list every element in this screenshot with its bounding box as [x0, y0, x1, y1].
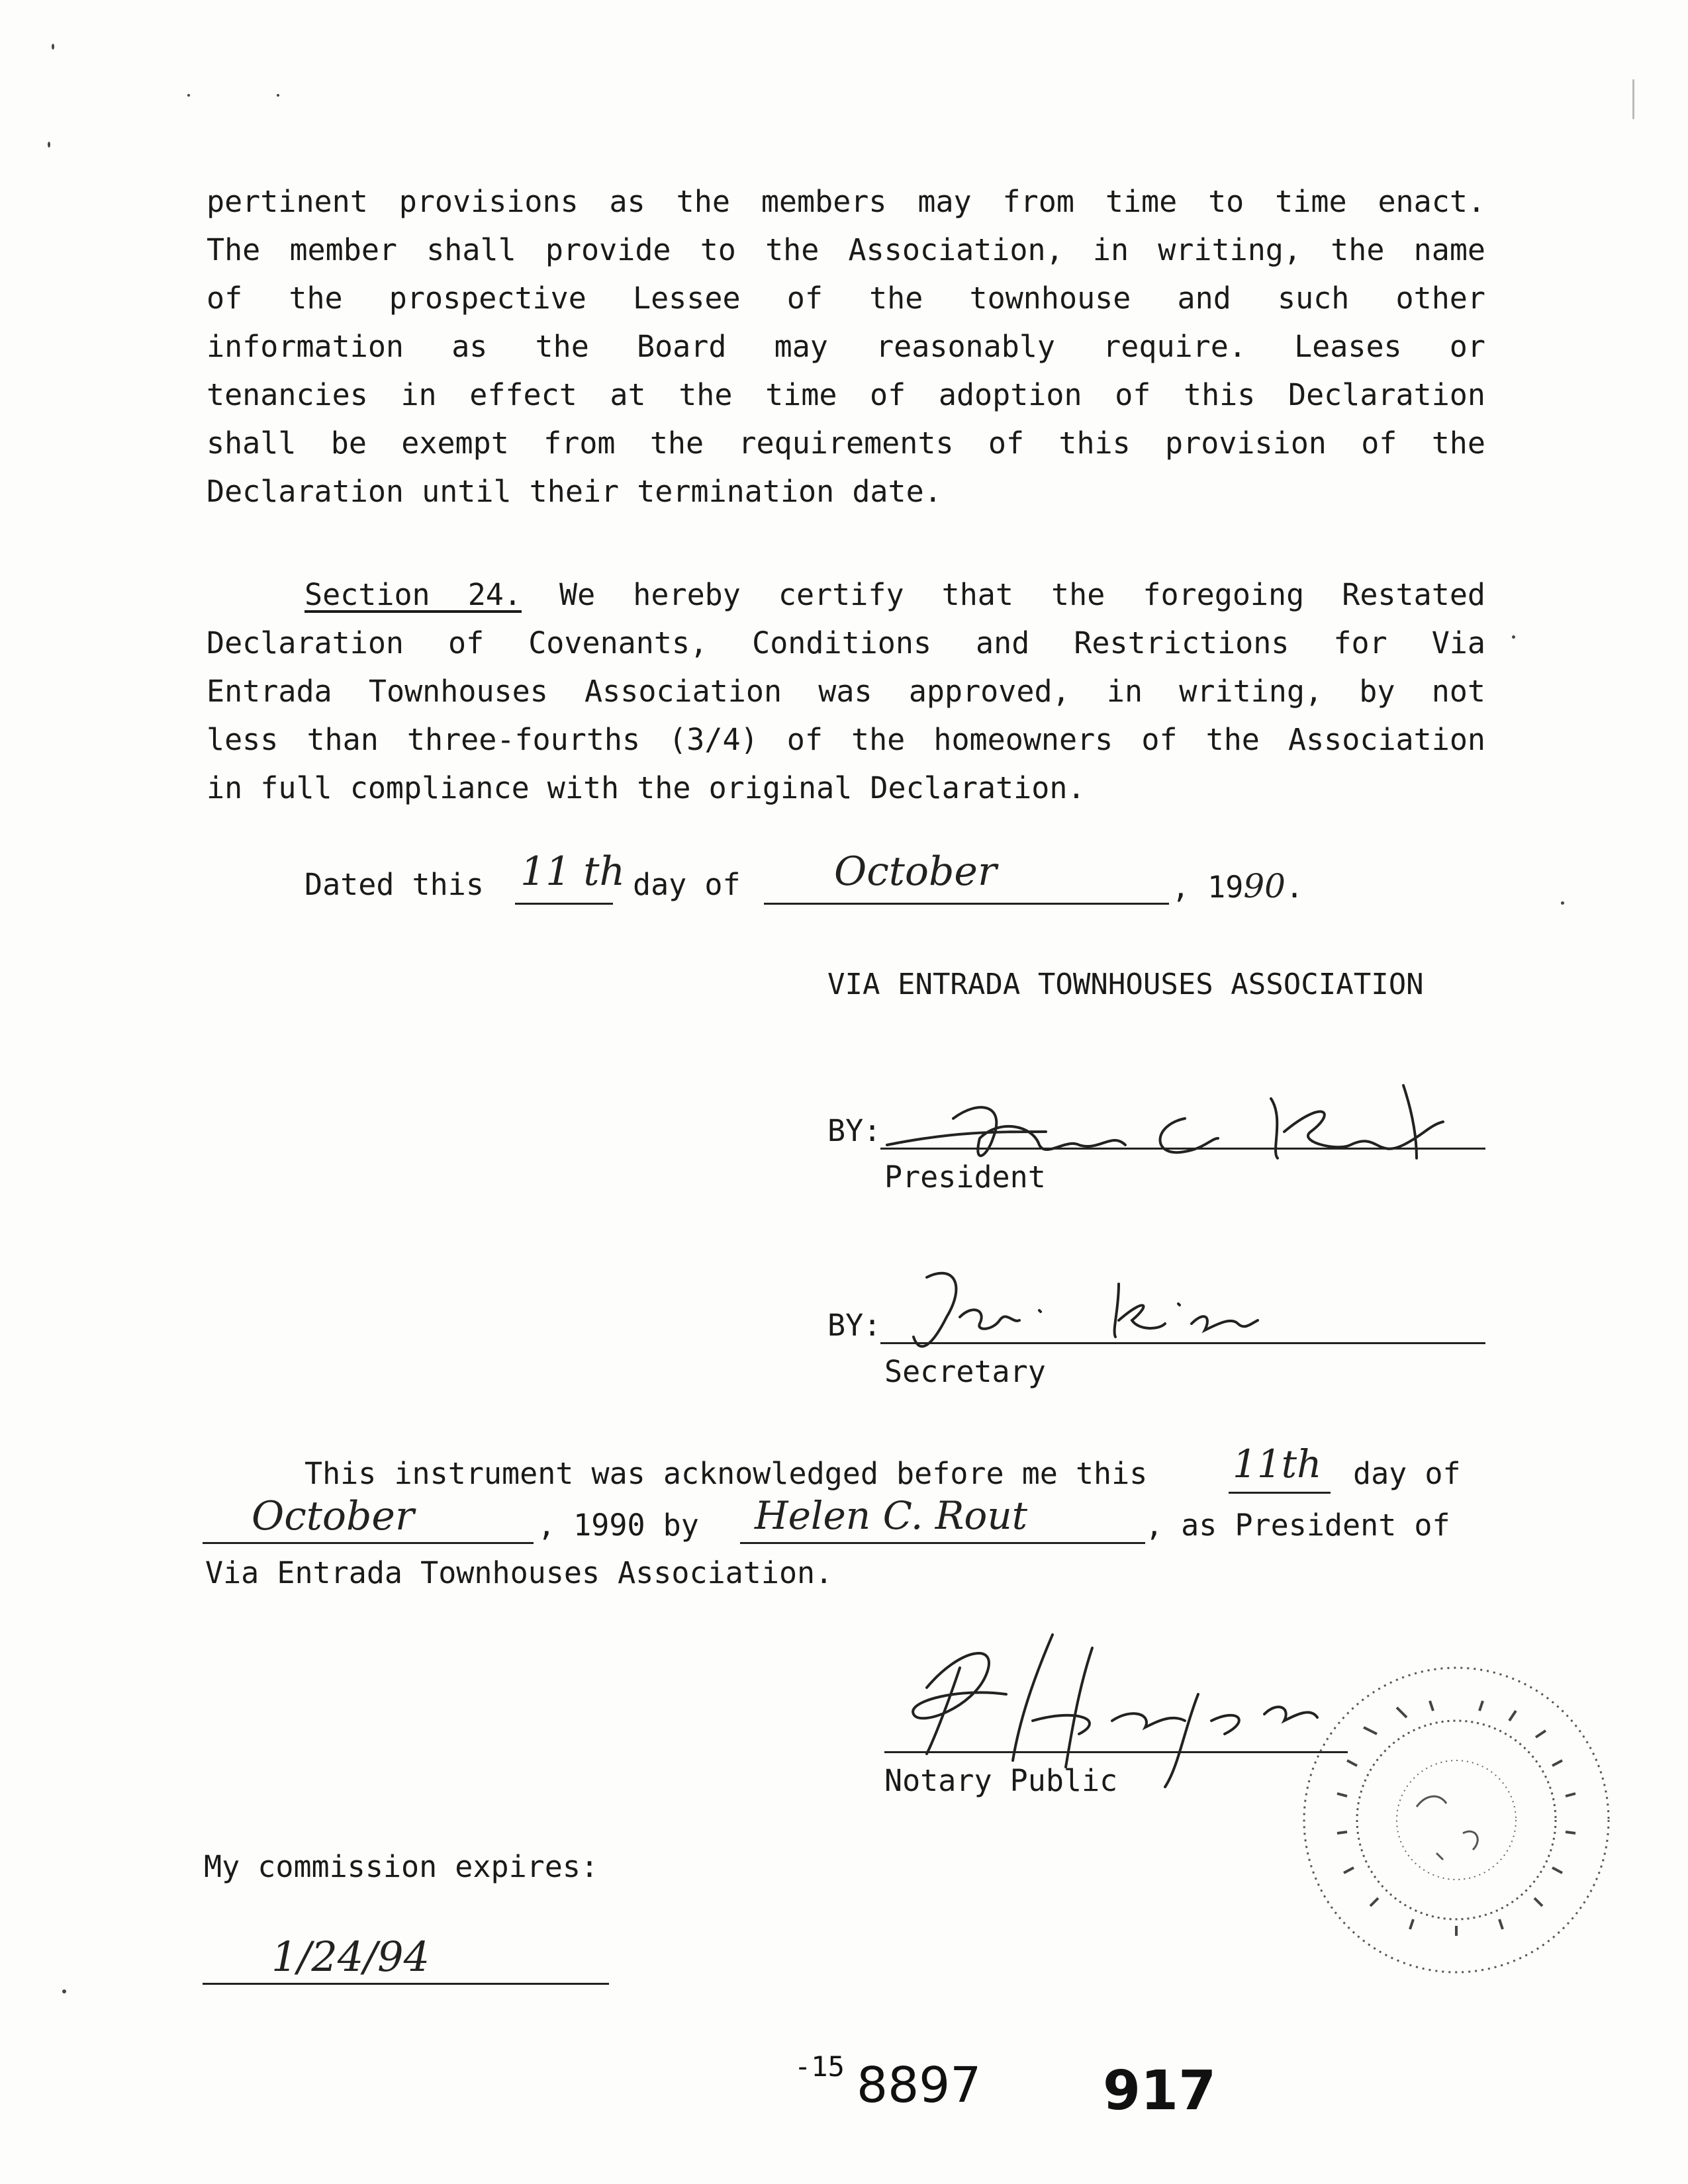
page-number: -15: [794, 2050, 845, 2083]
acknowledgment-line3: Via Entrada Townhouses Association.: [205, 1555, 833, 1590]
paragraph-line: shall be exempt from the requirements of this provision of the: [207, 426, 1485, 461]
dated-year-prefix: , 19: [1172, 870, 1244, 905]
dated-end: .: [1286, 870, 1304, 905]
dated-prefix: Dated this: [305, 867, 484, 902]
acknowledgment-line2-suffix: , as President of: [1145, 1508, 1450, 1543]
commission-label: My commission expires:: [204, 1849, 599, 1884]
recording-number: 8897: [857, 2057, 982, 2114]
paragraph-line: Declaration until their termination date.: [207, 474, 942, 509]
dated-year-handwritten: 90: [1243, 867, 1286, 905]
notary-seal-image: [1284, 1635, 1628, 2005]
scan-speck: [1561, 901, 1564, 905]
association-name: VIA ENTRADA TOWNHOUSES ASSOCIATION: [827, 968, 1424, 1001]
section-24-first-line: [207, 570, 1485, 619]
paragraph-line: Entrada Townhouses Association was approved, in writing, by not: [207, 674, 1485, 709]
paragraph-line: of the prospective Lessee of the townhouse and such other: [207, 281, 1485, 316]
scan-speck: [1512, 635, 1515, 639]
secretary-by-label: BY:: [827, 1308, 882, 1343]
scan-speck: [62, 1989, 66, 1993]
dated-day-blank: [515, 903, 613, 905]
paragraph-line: tenancies in effect at the time of adoption of this Declaration: [207, 377, 1485, 412]
scan-speck: [52, 44, 54, 50]
president-signature-text: [920, 1085, 925, 1086]
commission-date-line: [203, 1983, 609, 1985]
notary-signature-text: [927, 1694, 931, 1695]
secretary-signature-text: [927, 1297, 931, 1298]
dated-year: [1172, 867, 1303, 905]
acknowledgment-name-blank: [740, 1542, 1145, 1544]
acknowledgment-day-blank: [1229, 1492, 1331, 1494]
acknowledgment-line1-prefix: This instrument was acknowledged before me this: [305, 1456, 1148, 1491]
acknowledgment-day-handwritten: 11th: [1233, 1441, 1322, 1486]
paragraph-line: Declaration of Covenants, Conditions and Restrictions for Via: [207, 625, 1485, 660]
dated-month-handwritten: October: [834, 848, 997, 895]
paragraph-lease-provisions: [207, 177, 1485, 516]
acknowledgment-month-blank: [203, 1542, 534, 1544]
commission-date-handwritten: 1/24/94: [271, 1933, 430, 1981]
dated-middle: day of: [633, 867, 741, 902]
paragraph-line: information as the Board may reasonably require. Leases or: [207, 329, 1485, 364]
president-title: President: [884, 1160, 1046, 1195]
acknowledgment-name-handwritten: Helen C. Rout: [755, 1493, 1028, 1538]
section-24-first-line-text: We hereby certify that the foregoing Restated: [559, 577, 1486, 612]
section-24-paragraph: [207, 570, 1485, 812]
acknowledgment-line2-mid: , 1990 by: [538, 1508, 699, 1543]
acknowledgment-month-handwritten: October: [252, 1493, 414, 1539]
notary-title: Notary Public: [884, 1763, 1118, 1798]
scan-speck: [48, 142, 50, 148]
notary-signature-line: [884, 1751, 1348, 1753]
acknowledgment-line1-suffix: day of: [1353, 1456, 1461, 1491]
secretary-title: Secretary: [884, 1354, 1046, 1389]
paragraph-line: less than three-fourths (3/4) of the homeowners of the Association: [207, 722, 1485, 757]
section-24-heading: Section 24.: [305, 577, 522, 612]
paragraph-line: in full compliance with the original Declaration.: [207, 770, 1086, 805]
scan-speck: [187, 94, 190, 97]
scan-edge-mark: [1632, 79, 1634, 119]
paragraph-line: The member shall provide to the Association, in writing, the name: [207, 232, 1485, 267]
dated-month-blank: [764, 903, 1169, 905]
dated-day-handwritten: 11 th: [520, 848, 626, 895]
scan-speck: [277, 94, 279, 97]
recording-page: 917: [1103, 2060, 1217, 2122]
president-by-label: BY:: [827, 1113, 882, 1148]
paragraph-line: pertinent provisions as the members may from time to time enact.: [207, 184, 1485, 219]
